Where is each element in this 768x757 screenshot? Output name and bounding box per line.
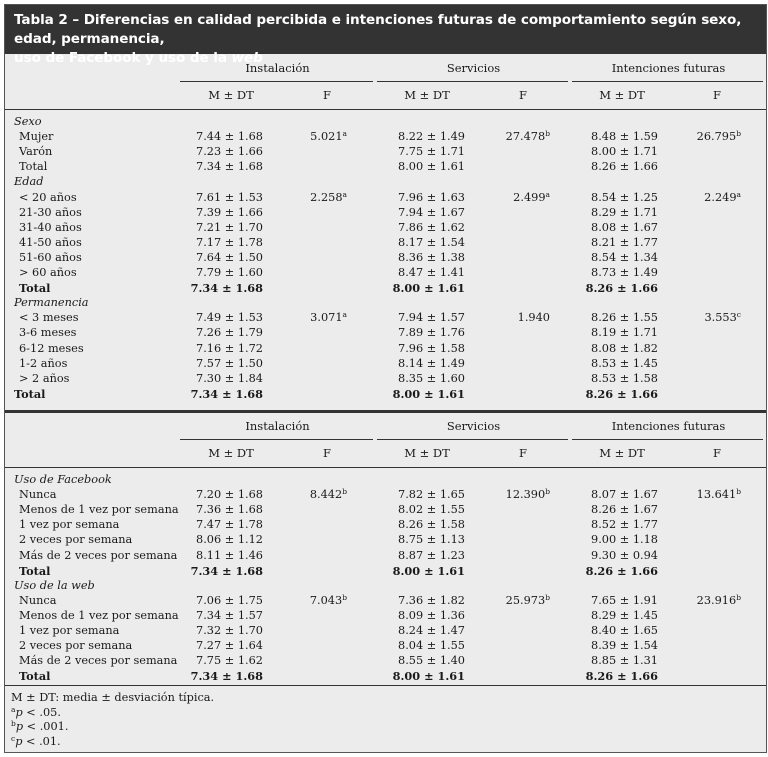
services-mean-sd: 8.09 ± 1.36 xyxy=(398,608,465,622)
column-group-header: Intenciones futuras xyxy=(611,61,726,75)
services-mean-sd: 8.17 ± 1.54 xyxy=(398,235,465,249)
intentions-mean-sd: 8.53 ± 1.45 xyxy=(591,356,658,370)
group-underline xyxy=(377,439,568,440)
services-mean-sd: 7.94 ± 1.67 xyxy=(398,205,465,219)
group-underline xyxy=(180,81,373,82)
services-mean-sd: 8.00 ± 1.61 xyxy=(392,281,465,296)
significance-superscript: a xyxy=(342,310,347,320)
services-mean-sd: 8.00 ± 1.61 xyxy=(392,386,465,401)
row-label: 31-40 años xyxy=(19,220,82,234)
services-mean-sd: 7.96 ± 1.63 xyxy=(398,190,465,204)
f-header: F xyxy=(323,88,331,102)
row-label: 2 veces por semana xyxy=(19,533,133,547)
header-bottom-rule xyxy=(5,467,766,468)
installation-mean-sd: 8.06 ± 1.12 xyxy=(196,533,263,547)
services-mean-sd: 7.36 ± 1.82 xyxy=(398,593,465,607)
intentions-f xyxy=(651,488,741,502)
intentions-f xyxy=(651,191,741,205)
column-group-header: Intenciones futuras xyxy=(611,419,726,433)
installation-mean-sd: 7.79 ± 1.60 xyxy=(196,266,263,279)
section-label: Permanencia xyxy=(14,296,89,310)
note-superscript: a xyxy=(11,704,16,714)
row-label: > 2 años xyxy=(19,371,70,385)
installation-f-value: 8.442 xyxy=(309,488,343,502)
installation-f-value: 5.021 xyxy=(310,130,343,144)
services-f xyxy=(460,130,550,144)
group-underline xyxy=(572,439,763,440)
installation-mean-sd: 7.06 ± 1.75 xyxy=(196,593,263,607)
significance-superscript: c xyxy=(736,310,741,320)
services-f-value: 25.973 xyxy=(505,593,546,607)
installation-mean-sd: 7.44 ± 1.68 xyxy=(196,130,263,144)
installation-mean-sd: 7.34 ± 1.68 xyxy=(196,160,263,174)
significance-superscript: b xyxy=(736,487,741,497)
intentions-mean-sd: 8.26 ± 1.66 xyxy=(585,669,658,684)
intentions-mean-sd: 8.26 ± 1.55 xyxy=(591,311,658,325)
mean-sd-header: M ± DT xyxy=(599,88,645,102)
services-mean-sd: 8.00 ± 1.61 xyxy=(392,563,465,578)
services-f-value: 27.478 xyxy=(505,130,546,144)
row-label: Menos de 1 vez por semana xyxy=(19,608,179,622)
installation-mean-sd: 7.49 ± 1.53 xyxy=(196,311,263,325)
services-mean-sd: 8.47 ± 1.41 xyxy=(398,266,465,279)
installation-mean-sd: 7.39 ± 1.66 xyxy=(196,205,263,219)
mean-sd-header: M ± DT xyxy=(404,88,450,102)
installation-f xyxy=(257,311,347,325)
row-label: Más de 2 veces por semana xyxy=(19,654,178,668)
column-group-header: Instalación xyxy=(245,61,310,75)
column-group-header: Servicios xyxy=(446,61,501,75)
note-superscript: c xyxy=(11,733,16,743)
intentions-f xyxy=(651,594,741,608)
intentions-mean-sd: 8.08 ± 1.67 xyxy=(591,220,658,234)
intentions-f xyxy=(651,130,741,144)
services-f xyxy=(460,311,550,325)
row-label: 21-30 años xyxy=(19,205,82,219)
installation-mean-sd: 7.34 ± 1.57 xyxy=(196,608,263,622)
group-underline xyxy=(572,81,763,82)
row-label: 3-6 meses xyxy=(19,326,77,340)
mean-sd-header: M ± DT xyxy=(404,446,450,460)
services-mean-sd: 8.00 ± 1.61 xyxy=(398,160,465,174)
installation-mean-sd: 8.11 ± 1.46 xyxy=(196,548,263,562)
row-label: 1 vez por semana xyxy=(19,518,120,532)
row-label: Varón xyxy=(19,145,53,159)
section-label: Uso de la web xyxy=(14,578,95,592)
services-mean-sd: 8.35 ± 1.60 xyxy=(398,371,465,385)
intentions-mean-sd: 8.48 ± 1.59 xyxy=(591,130,658,144)
services-mean-sd: 7.89 ± 1.76 xyxy=(398,326,465,340)
note-superscript: b xyxy=(11,719,16,728)
installation-mean-sd: 7.30 ± 1.84 xyxy=(196,371,263,385)
installation-mean-sd: 7.34 ± 1.68 xyxy=(190,281,263,296)
installation-f xyxy=(257,191,347,205)
significance-superscript: b xyxy=(545,129,550,139)
row-label: Total xyxy=(19,160,48,174)
section-label: Uso de Facebook xyxy=(14,473,112,486)
mean-sd-header: M ± DT xyxy=(208,446,254,460)
notes-top-rule xyxy=(5,685,766,686)
services-f xyxy=(460,594,550,608)
installation-mean-sd: 7.64 ± 1.50 xyxy=(196,250,263,264)
services-mean-sd: 8.02 ± 1.55 xyxy=(398,503,465,517)
note-threshold: < .001. xyxy=(23,720,69,733)
intentions-mean-sd: 8.29 ± 1.71 xyxy=(591,205,658,219)
row-label: 1 vez por semana xyxy=(19,624,120,637)
services-mean-sd: 8.14 ± 1.49 xyxy=(398,356,465,370)
intentions-mean-sd: 8.08 ± 1.82 xyxy=(591,341,658,355)
row-label: < 3 meses xyxy=(19,311,79,325)
services-f-value: 2.499 xyxy=(513,190,546,204)
row-label: > 60 años xyxy=(19,266,77,279)
section-label: Edad xyxy=(14,175,44,189)
note-significance xyxy=(11,706,611,721)
services-mean-sd: 8.00 ± 1.61 xyxy=(392,669,465,684)
note-definition: M ± DT: media ± desviación típica. xyxy=(11,691,215,704)
row-label: Mujer xyxy=(19,130,54,144)
row-label: Nunca xyxy=(19,593,57,607)
header-bottom-rule xyxy=(5,109,766,110)
installation-f xyxy=(257,130,347,144)
services-f-value: 1.940 xyxy=(517,311,550,325)
intentions-mean-sd: 8.40 ± 1.65 xyxy=(591,624,658,637)
significance-superscript: b xyxy=(342,592,347,602)
row-label: 1-2 años xyxy=(19,356,68,370)
services-mean-sd: 8.04 ± 1.55 xyxy=(398,639,465,653)
intentions-mean-sd: 9.00 ± 1.18 xyxy=(591,533,658,547)
significance-superscript: b xyxy=(736,129,741,139)
intentions-f-value: 26.795 xyxy=(696,130,737,144)
intentions-mean-sd: 9.30 ± 0.94 xyxy=(591,548,658,562)
services-f xyxy=(460,191,550,205)
row-label: Menos de 1 vez por semana xyxy=(19,503,179,517)
intentions-mean-sd: 8.73 ± 1.49 xyxy=(591,266,658,279)
intentions-mean-sd: 7.65 ± 1.91 xyxy=(591,593,658,607)
intentions-f xyxy=(651,311,741,325)
row-label: Total xyxy=(19,669,51,684)
f-header: F xyxy=(519,446,527,460)
section-label: Sexo xyxy=(14,115,42,128)
intentions-mean-sd: 8.54 ± 1.34 xyxy=(591,250,658,264)
installation-mean-sd: 7.36 ± 1.68 xyxy=(196,503,263,517)
group-underline xyxy=(180,439,373,440)
row-label: Más de 2 veces por semana xyxy=(19,548,178,562)
installation-mean-sd: 7.61 ± 1.53 xyxy=(196,190,263,204)
installation-mean-sd: 7.16 ± 1.72 xyxy=(196,341,263,355)
intentions-mean-sd: 8.26 ± 1.66 xyxy=(585,563,658,578)
f-header: F xyxy=(323,446,331,460)
installation-mean-sd: 7.26 ± 1.79 xyxy=(196,326,263,340)
services-mean-sd: 8.22 ± 1.49 xyxy=(398,130,465,144)
services-mean-sd: 7.75 ± 1.71 xyxy=(398,145,465,159)
f-header: F xyxy=(713,88,721,102)
intentions-mean-sd: 8.85 ± 1.31 xyxy=(591,654,658,668)
table-title-text: Tabla 2 – Diferencias en calidad percibida e intenciones futuras de comportamiento según sexo, edad, permanencia, uso de Facebook y uso de la web xyxy=(14,12,742,66)
installation-mean-sd: 7.17 ± 1.78 xyxy=(196,235,263,249)
intentions-f-value: 13.641 xyxy=(696,488,737,502)
significance-superscript: a xyxy=(736,189,741,199)
services-mean-sd: 8.24 ± 1.47 xyxy=(398,624,465,637)
installation-mean-sd: 7.27 ± 1.64 xyxy=(196,639,263,653)
row-label: 6-12 meses xyxy=(19,341,84,355)
installation-mean-sd: 7.34 ± 1.68 xyxy=(190,386,263,401)
note-significance xyxy=(11,735,611,750)
installation-f-value: 3.071 xyxy=(310,311,343,325)
row-label: Total xyxy=(19,281,51,296)
installation-f-value: 2.258 xyxy=(310,190,343,204)
installation-f xyxy=(257,488,347,502)
f-header: F xyxy=(519,88,527,102)
table-title xyxy=(5,5,766,66)
services-mean-sd: 8.26 ± 1.58 xyxy=(398,518,465,532)
row-label: < 20 años xyxy=(19,190,77,204)
mean-sd-header: M ± DT xyxy=(599,446,645,460)
intentions-mean-sd: 8.52 ± 1.77 xyxy=(591,518,658,532)
row-label: Total xyxy=(14,386,46,401)
note-p: p xyxy=(15,705,23,719)
significance-superscript: a xyxy=(342,189,347,199)
intentions-mean-sd: 8.21 ± 1.77 xyxy=(591,235,658,249)
row-label: Nunca xyxy=(19,488,57,502)
intentions-mean-sd: 8.26 ± 1.66 xyxy=(591,160,658,174)
services-mean-sd: 8.55 ± 1.40 xyxy=(398,654,465,668)
intentions-f-value: 3.553 xyxy=(704,311,737,325)
installation-mean-sd: 7.47 ± 1.78 xyxy=(196,518,263,532)
significance-superscript: b xyxy=(736,592,741,602)
services-mean-sd: 8.87 ± 1.23 xyxy=(398,548,465,562)
intentions-mean-sd: 8.00 ± 1.71 xyxy=(591,145,658,159)
mean-sd-header: M ± DT xyxy=(208,88,254,102)
installation-f xyxy=(257,594,347,608)
significance-superscript: b xyxy=(545,487,550,497)
intentions-f-value: 2.249 xyxy=(704,190,737,204)
installation-mean-sd: 7.34 ± 1.68 xyxy=(190,669,263,684)
note-threshold: < .05. xyxy=(22,705,61,719)
group-underline xyxy=(377,81,568,82)
installation-mean-sd: 7.21 ± 1.70 xyxy=(196,220,263,234)
services-mean-sd: 7.82 ± 1.65 xyxy=(398,488,465,502)
intentions-mean-sd: 8.54 ± 1.25 xyxy=(591,190,658,204)
intentions-mean-sd: 8.29 ± 1.45 xyxy=(591,608,658,622)
intentions-mean-sd: 8.07 ± 1.67 xyxy=(591,488,658,502)
row-label: Total xyxy=(19,563,51,578)
services-mean-sd: 7.96 ± 1.58 xyxy=(398,341,465,355)
intentions-f-value: 23.916 xyxy=(696,593,737,607)
intentions-mean-sd: 8.53 ± 1.58 xyxy=(591,371,658,385)
note-p: p xyxy=(15,734,23,748)
table-divider-rule xyxy=(5,410,766,413)
services-mean-sd: 8.36 ± 1.38 xyxy=(398,250,465,264)
note-p: p xyxy=(15,720,24,733)
intentions-mean-sd: 8.39 ± 1.54 xyxy=(591,639,658,653)
installation-mean-sd: 7.20 ± 1.68 xyxy=(196,488,263,502)
services-mean-sd: 7.94 ± 1.57 xyxy=(398,311,465,325)
intentions-mean-sd: 8.26 ± 1.67 xyxy=(591,503,658,517)
intentions-mean-sd: 8.26 ± 1.66 xyxy=(585,386,658,401)
installation-f-value: 7.043 xyxy=(309,593,343,607)
significance-superscript: b xyxy=(342,487,347,497)
note-significance xyxy=(11,720,611,735)
installation-mean-sd: 7.57 ± 1.50 xyxy=(196,356,263,370)
row-label: 2 veces por semana xyxy=(19,639,133,653)
row-label: 41-50 años xyxy=(19,235,82,249)
services-mean-sd: 8.75 ± 1.13 xyxy=(398,533,465,547)
significance-superscript: a xyxy=(342,129,347,139)
installation-mean-sd: 7.32 ± 1.70 xyxy=(196,624,263,637)
intentions-mean-sd: 8.19 ± 1.71 xyxy=(591,326,658,340)
installation-mean-sd: 7.23 ± 1.66 xyxy=(196,145,263,159)
column-group-header: Servicios xyxy=(446,419,501,433)
services-f-value: 12.390 xyxy=(505,488,546,502)
table-notes xyxy=(11,691,611,749)
table-frame xyxy=(4,4,767,753)
installation-mean-sd: 7.34 ± 1.68 xyxy=(190,563,263,578)
intentions-mean-sd: 8.26 ± 1.66 xyxy=(585,281,658,296)
significance-superscript: a xyxy=(545,189,550,199)
column-group-header: Instalación xyxy=(245,419,310,433)
note-threshold: < .01. xyxy=(22,734,61,748)
services-mean-sd: 7.86 ± 1.62 xyxy=(398,220,465,234)
services-f xyxy=(460,488,550,502)
installation-mean-sd: 7.75 ± 1.62 xyxy=(196,654,263,668)
significance-superscript: b xyxy=(545,592,550,602)
row-label: 51-60 años xyxy=(19,250,82,264)
f-header: F xyxy=(713,446,721,460)
